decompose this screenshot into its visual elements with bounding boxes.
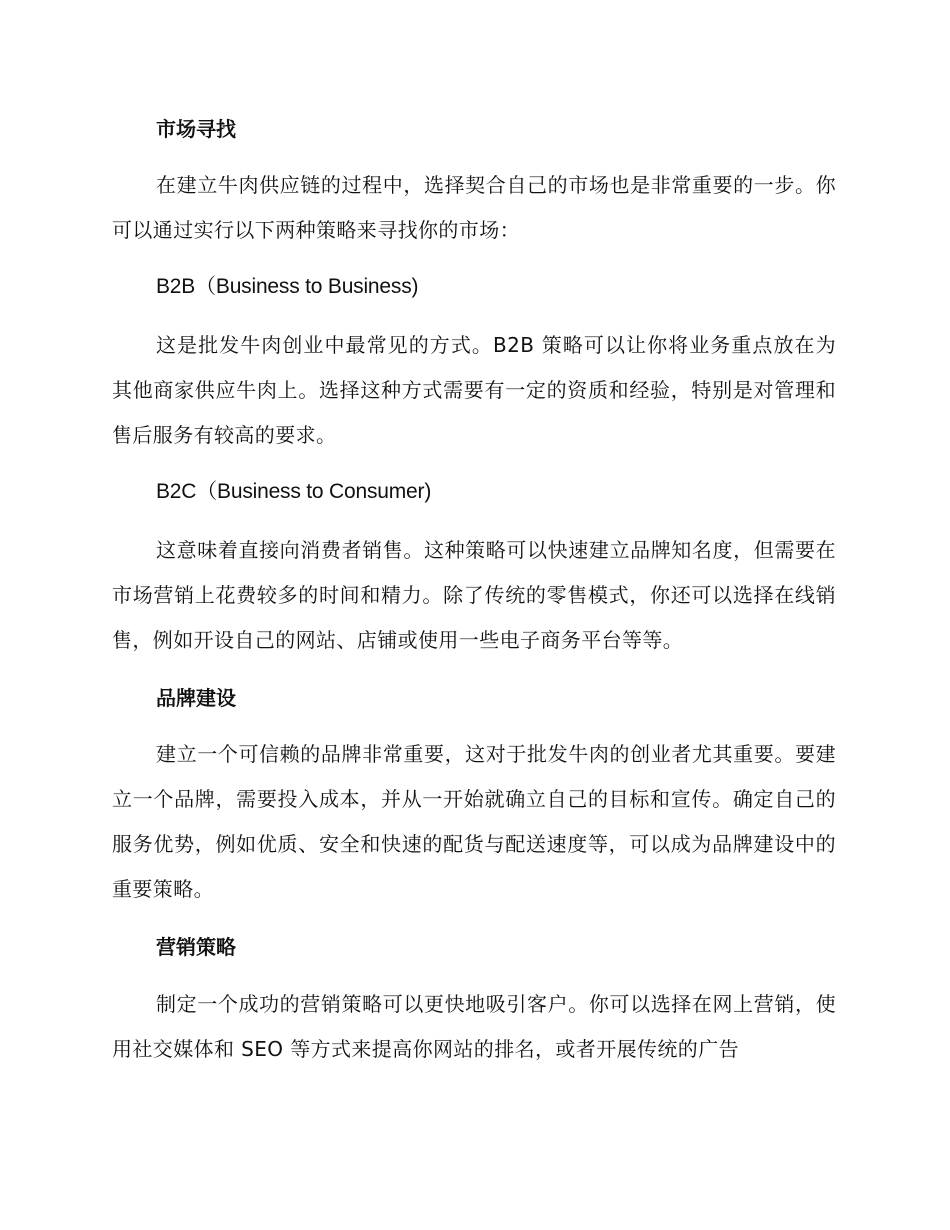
section-heading-market-search: 市场寻找	[156, 117, 236, 141]
section-paragraph-brand-building: 建立一个可信赖的品牌非常重要，这对于批发牛肉的创业者尤其重要。要建立一个品牌，需要投入成本，并从一开始就确立自己的目标和宣传。确定自己的服务优势，例如优质、安全和快速的配货与配送速度等，可以成为品牌建设中的重要策略。	[112, 742, 836, 901]
section-heading-b2c: B2C（Business to Consumer)	[156, 480, 432, 503]
section-paragraph-b2c: 这意味着直接向消费者销售。这种策略可以快速建立品牌知名度，但需要在市场营销上花费较多的时间和精力。除了传统的零售模式，你还可以选择在线销售，例如开设自己的网站、店铺或使用一些电子商务平台等等。	[112, 538, 836, 652]
section-heading-marketing-strategy: 营销策略	[156, 935, 236, 959]
section-heading-brand-building: 品牌建设	[156, 686, 236, 710]
section-paragraph-market-search: 在建立牛肉供应链的过程中，选择契合自己的市场也是非常重要的一步。你可以通过实行以下两种策略来寻找你的市场：	[112, 173, 836, 242]
section-heading-b2b: B2B（Business to Business)	[156, 275, 419, 298]
section-paragraph-b2b: 这是批发牛肉创业中最常见的方式。B2B 策略可以让你将业务重点放在为其他商家供应牛肉上。选择这种方式需要有一定的资质和经验，特别是对管理和售后服务有较高的要求。	[112, 333, 836, 447]
section-paragraph-marketing-strategy: 制定一个成功的营销策略可以更快地吸引客户。你可以选择在网上营销，使用社交媒体和 SEO 等方式来提高你网站的排名，或者开展传统的广告	[112, 992, 836, 1061]
